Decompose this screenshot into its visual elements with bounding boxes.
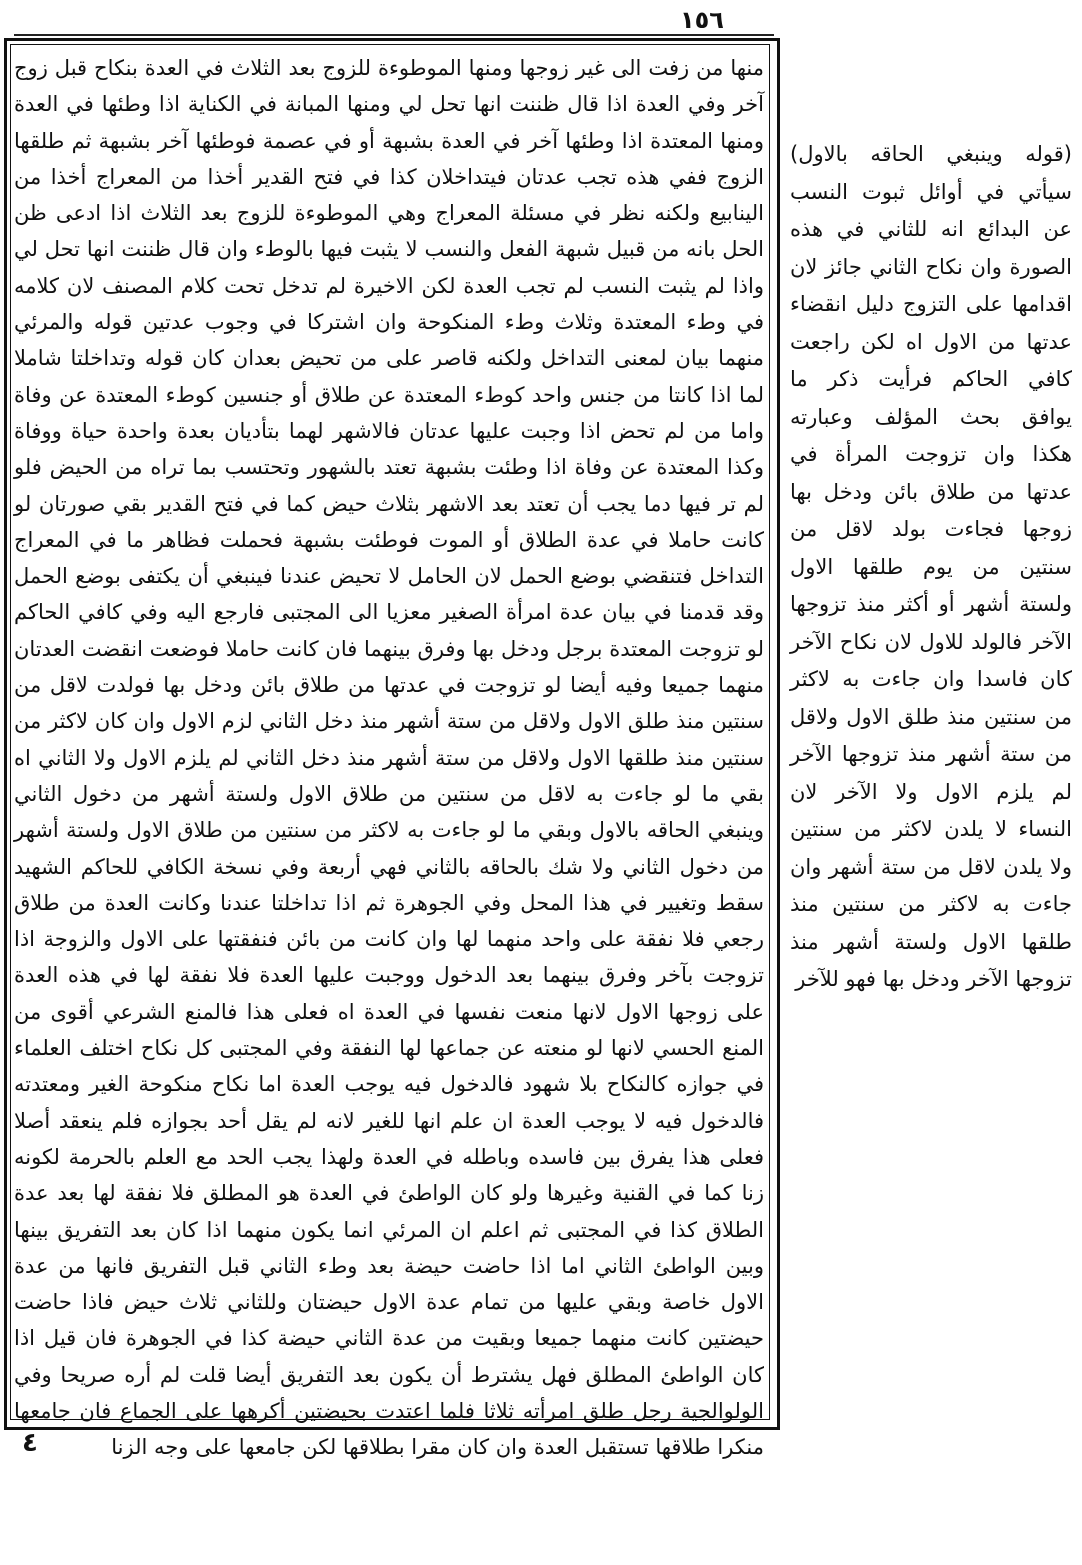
main-paragraph: منها من زفت الى غير زوجها ومنها الموطوءة للزوج بعد الثلاث في العدة بنكاح قبل زوج آخر وفي العدة اذا قال ظننت انها تحل لي ومنها المبانة في الكناية اذا وطئها في العدة ومنها المعتدة اذا وطئها آخر في العدة بشبهة أو في عصمة فوطئها آخر بشبهة ثم طلقها الزوج ففي هذه تجب عدتان فيتداخلان كذا في فتح القدير أخذا من المعراج أخذا من الينابيع ولكنه نظر في مسئلة المعراج وهي الموطوءة للزوج بعد الثلاث اذا ادعى ظن الحل بانه من قبيل شبهة الفعل والنسب لا يثبت فيها بالوطء وان قال ظننت انها تحل لي واذا لم يثبت النسب لم تجب العدة لكن الاخيرة لم تدخل تحت كلام المصنف لان كلامه في وطء المعتدة وثلاث وطء المنكوحة وان اشتركا في وجوب عدتين قوله والمرئي منهما بيان لمعنى التداخل ولكنه قاصر على من تحيض بعدان كان قوله وتداخلتا شاملا لما اذا كانتا من جنس واحد كوطء المعتدة عن طلاق أو جنسين كوطء المعتدة عن وفاة واما من لم تحض اذا وجبت عليها عدتان فالاشهر لهما بتأديان بعدة واحدة حياة ووفاة وكذا المعتدة عن وفاة اذا وطئت بشبهة تعتد بالشهور وتحتسب بما تراه من الحيض فلو لم تر فيها دما يجب أن تعتد بعد الاشهر بثلاث حيض كما في فتح القدير بقي صورتان لو كانت حاملا في عدة الطلاق أو الموت فوطئت بشبهة فحملت فظاهر ما في المعراج التداخل فتنقضي بوضع الحمل لان الحامل لا تحيض عندنا فينبغي أن يكتفى بوضع الحمل وقد قدمنا في بيان عدة امرأة الصغير معزيا الى المجتبى فارجع اليه وفي كافي الحاكم لو تزوجت المعتدة برجل ودخل بها وفرق بينهما فان كانت حاملا فوضعت انقضت العدتان منهما جميعا وفيه أيضا لو تزوجت في عدتها من طلاق بائن ودخل بها فولدت لاقل من سنتين منذ طلق الاول ولاقل من ستة أشهر منذ دخل الثاني لزم الاول وان كان لاكثر من سنتين منذ طلقها الاول ولاقل من ستة أشهر منذ دخل الثاني لم يلزم الاول ولا الثاني اه بقي ما لو جاءت به لاقل من سنتين من طلاق الاول ولستة أشهر من دخول الثاني وينبغي الحاقه بالاول وبقي ما لو جاءت به لاكثر من سنتين من طلاق الاول ولستة أشهر من دخول الثاني ولا شك بالحاقه بالثاني فهي أربعة وفي نسخة الكافي للحاكم الشهيد سقط وتغيير في هذا المحل وفي الجوهرة ثم اذا تداخلتا عندنا وكانت العدة من طلاق رجعي فلا نفقة على واحد منهما لها وان كانت من بائن فنفقتها على الاول والزوجة اذا تزوجت بآخر وفرق بينهما بعد الدخول ووجبت عليها العدة فلا نفقة لها في هذه العدة على زوجها الاول لانها منعت نفسها في العدة اه فعلى هذا فالمنع الشرعي أقوى من المنع الحسي لانها لو منعته عن جماعها لها النفقة وفي المجتبى كل نكاح اختلف العلماء في جوازه كالنكاح بلا شهود فالدخول فيه يوجب العدة اما نكاح منكوحة الغير ومعتدته فالدخول فيه لا يوجب العدة ان علم انها للغير لانه لم يقل أحد بجوازه فلم ينعقد أصلا فعلى هذا يفرق بين فاسده وباطله في العدة ولهذا يجب الحد مع العلم بالحرمة لكونه زنا كما في القنية وغيرها ولو كان الواطئ في العدة هو المطلق فلا نفقة لها بعد عدة الطلاق كذا في المجتبى ثم اعلم ان المرئي انما يكون منهما اذا كان بعد التفريق بينها وبين الواطئ الثاني اما اذا حاضت حيضة بعد وطء الثاني قبل التفريق فانها من عدة الاول خاصة وبقي عليها من تمام عدة الاول حيضتان وللثاني ثلاث حيض فاذا حاضت حيضتين كانت منهما جميعا وبقيت من عدة الثاني حيضة كذا في الجوهرة فان قيل اذا كان الواطئ المطلق فهل يشترط أن يكون بعد التفريق أيضا قلت لم أره صريحا وفي الولوالجية رجل طلق امرأته ثلاثا فلما اعتدت بحيضتين أكرهها على الجماع فان جامعها منكرا طلاقها تستقبل العدة وان كان مقرا بطلاقها لكن جامعها على وجه الزنا [14, 56, 764, 1460]
margin-gloss-text [790, 136, 1072, 1376]
main-commentary-text [14, 50, 764, 1460]
margin-paragraph: (قوله وينبغي الحاقه بالاول) سيأتي في أوائل ثبوت النسب عن البدائع انه للثاني في هذه الصورة وان نكاح الثاني جائز لان اقدامها على التزوج دليل انقضاء عدتها من الاول اه لكن راجعت كافي الحاكم فرأيت ذكر ما يوافق بحث المؤلف وعبارته هكذا وان تزوجت المرأة في عدتها من طلاق بائن ودخل بها زوجها فجاءت بولد لاقل من سنتين من يوم طلقها الاول ولستة أشهر أو أكثر منذ تزوجها الآخر فالولد للاول لان نكاح الآخر كان فاسدا وان جاءت به لاكثر من سنتين منذ طلق الاول ولاقل من ستة أشهر منذ تزوجها الآخر لم يلزم الاول ولا الآخر لان النساء لا يلدن لاكثر من سنتين ولا يلدن لاقل من ستة أشهر وان جاءت به لاكثر من سنتين منذ طلقها الاول ولستة أشهر منذ تزوجها الآخر ودخل بها فهو للآخر [790, 142, 1072, 991]
folio-mark: ٤ [22, 1428, 38, 1458]
header-rule [14, 34, 774, 36]
page-number: ١٥٦ [680, 6, 724, 34]
